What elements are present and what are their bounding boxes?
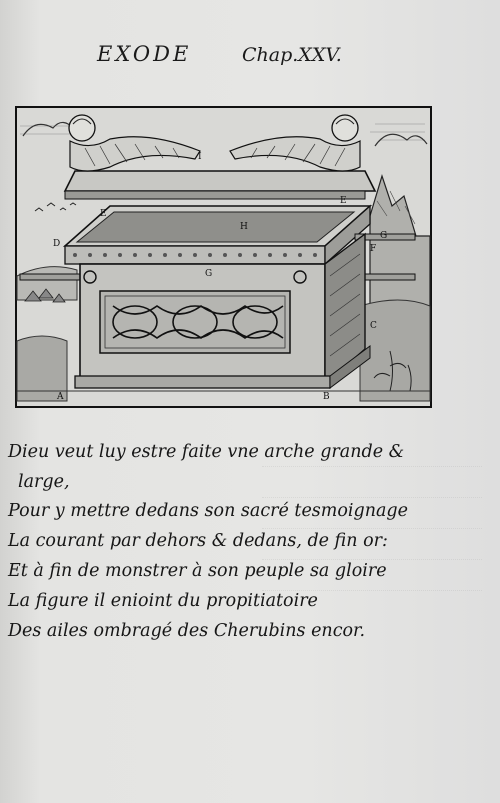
- verse-line-3: Pour y mettre dedans son sacré tesmoignage: [8, 501, 408, 521]
- label-f: F: [370, 244, 377, 254]
- ark-of-covenant-woodcut: [15, 106, 432, 408]
- verse-stanza: [8, 437, 488, 646]
- label-e-right: E: [340, 196, 347, 206]
- verse-line-1: Dieu veut luy estre faite vne arche grande &: [8, 442, 405, 462]
- running-header: [0, 40, 500, 80]
- label-i: I: [198, 152, 202, 162]
- label-e-left: E: [100, 209, 107, 219]
- label-b: B: [323, 392, 330, 402]
- label-c: C: [370, 321, 377, 331]
- verse-line-7: Des ailes ombragé des Cherubins encor.: [8, 621, 366, 641]
- label-a: A: [57, 392, 64, 402]
- label-h: H: [240, 222, 248, 232]
- label-d: D: [53, 239, 61, 249]
- label-g-right: G: [380, 231, 388, 241]
- verse-line-4: La courant par dehors & dedans, de fin or:: [8, 531, 388, 551]
- label-g: G: [205, 269, 213, 279]
- book-title: EXODE: [97, 42, 192, 66]
- verse-line-5: Et à fin de monstrer à son peuple sa gloire: [8, 561, 387, 581]
- chapter-number: Chap.XXV.: [242, 44, 342, 66]
- verse-line-6: La figure il enioint du propitiatoire: [8, 591, 318, 611]
- verse-line-2: large,: [18, 472, 70, 492]
